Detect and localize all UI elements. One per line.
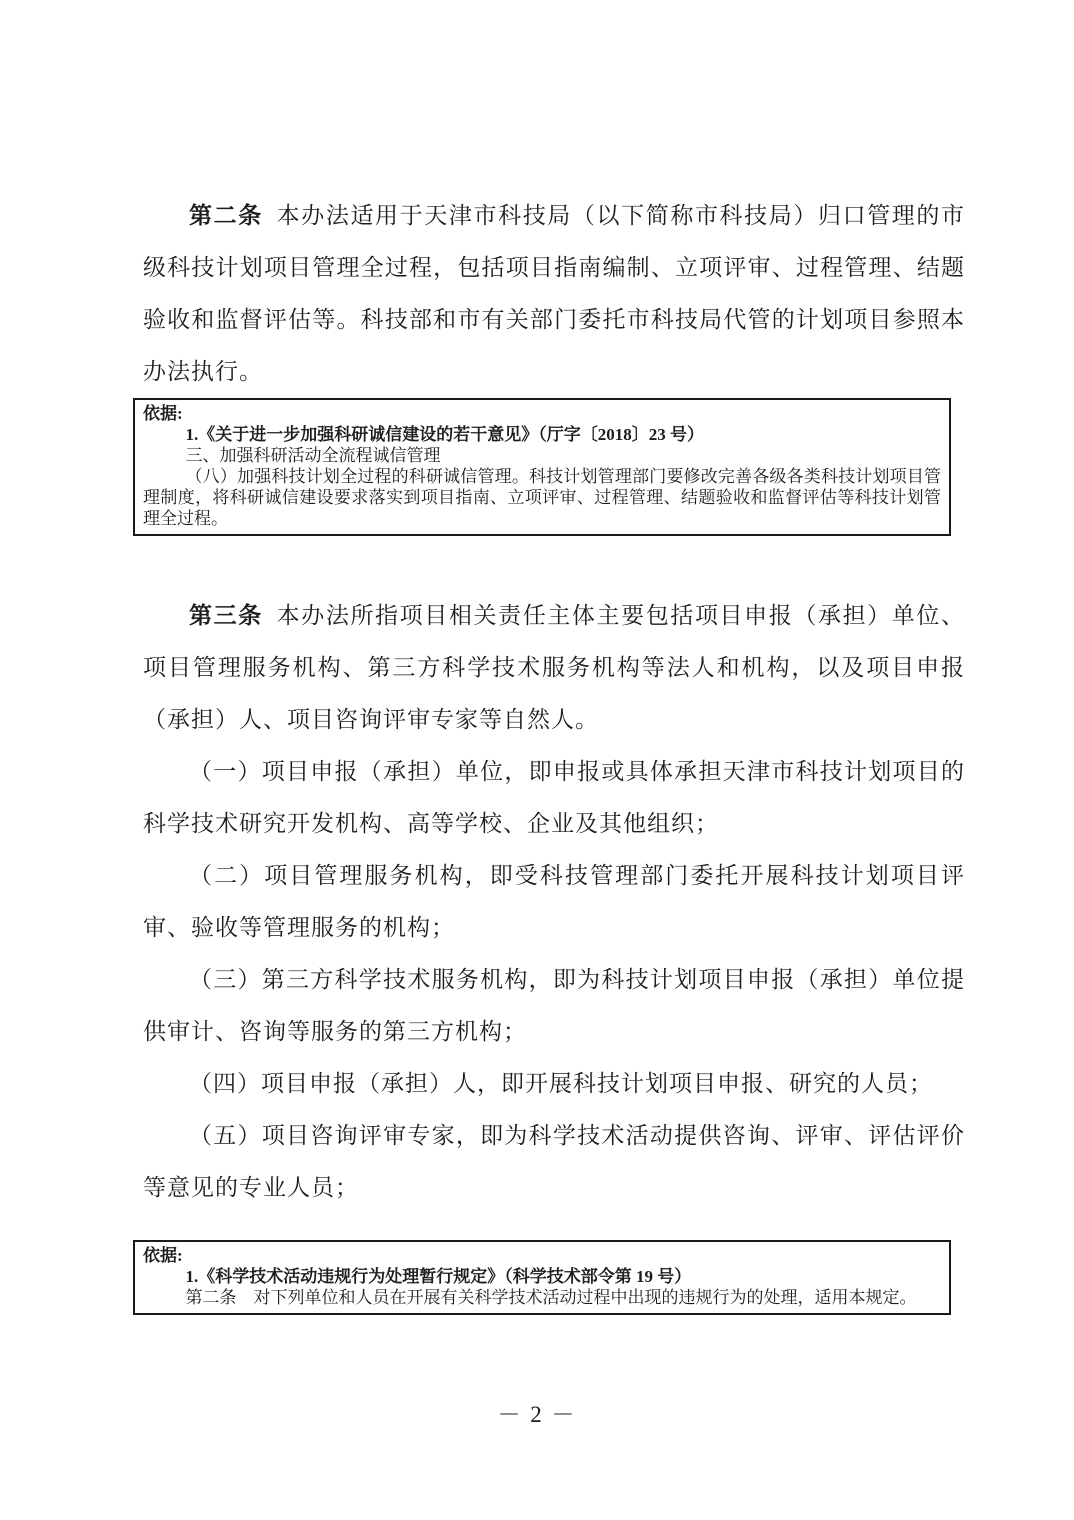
basis-1-citation: 1.《关于进一步加强科研诚信建设的若干意见》（厅字〔2018〕23 号） xyxy=(185,425,704,444)
article-3-item-1: （一）项目申报（承担）单位，即申报或具体承担天津市科技计划项目的科学技术研究开发机构、高等学校、企业及其他组织； xyxy=(143,759,965,836)
page-number: － 2 － xyxy=(497,1402,577,1427)
basis-2-body: 第二条 对下列单位和人员在开展有关科学技术活动过程中出现的违规行为的处理，适用本规定。 xyxy=(185,1288,917,1307)
basis-box-2 xyxy=(133,1240,951,1315)
article-3-item-3: （三）第三方科学技术服务机构，即为科技计划项目申报（承担）单位提供审计、咨询等服务的第三方机构； xyxy=(143,967,965,1044)
basis-box-1 xyxy=(133,398,951,536)
article-3-item-4: （四）项目申报（承担）人，即开展科技计划项目申报、研究的人员； xyxy=(189,1071,933,1096)
article-3-paragraph xyxy=(143,590,965,746)
article-3-text: 本办法所指项目相关责任主体主要包括项目申报（承担）单位、项目管理服务机构、第三方科学技术服务机构等法人和机构，以及项目申报（承担）人、项目咨询评审专家等自然人。 xyxy=(143,603,966,732)
article-3-item-5: （五）项目咨询评审专家，即为科学技术活动提供咨询、评审、评估评价等意见的专业人员； xyxy=(143,1123,965,1200)
basis-1-section-line: 三、加强科研活动全流程诚信管理 xyxy=(185,446,441,465)
article-3-item-2: （二）项目管理服务机构，即受科技管理部门委托开展科技计划项目评审、验收等管理服务的机构； xyxy=(143,863,965,940)
basis-1-body: （八）加强科技计划全过程的科研诚信管理。科技计划管理部门要修改完善各级各类科技计划项目管理制度，将科研诚信建设要求落实到项目指南、立项评审、过程管理、结题验收和监督评估等科技计划管理全过程。 xyxy=(143,467,941,528)
article-2-text: 本办法适用于天津市科技局（以下简称市科技局）归口管理的市级科技计划项目管理全过程，包括项目指南编制、立项评审、过程管理、结题验收和监督评估等。科技部和市有关部门委托市科技局代管的计划项目参照本办法执行。 xyxy=(143,203,966,384)
article-2-label: 第二条 xyxy=(189,203,263,228)
document-content xyxy=(143,190,965,1315)
article-2-paragraph xyxy=(143,190,965,398)
basis-2-title: 依据: xyxy=(143,1246,183,1265)
basis-2-citation: 1.《科学技术活动违规行为处理暂行规定》（科学技术部令第 19 号） xyxy=(185,1267,692,1286)
basis-1-title: 依据: xyxy=(143,404,183,423)
article-3-label: 第三条 xyxy=(189,603,263,628)
